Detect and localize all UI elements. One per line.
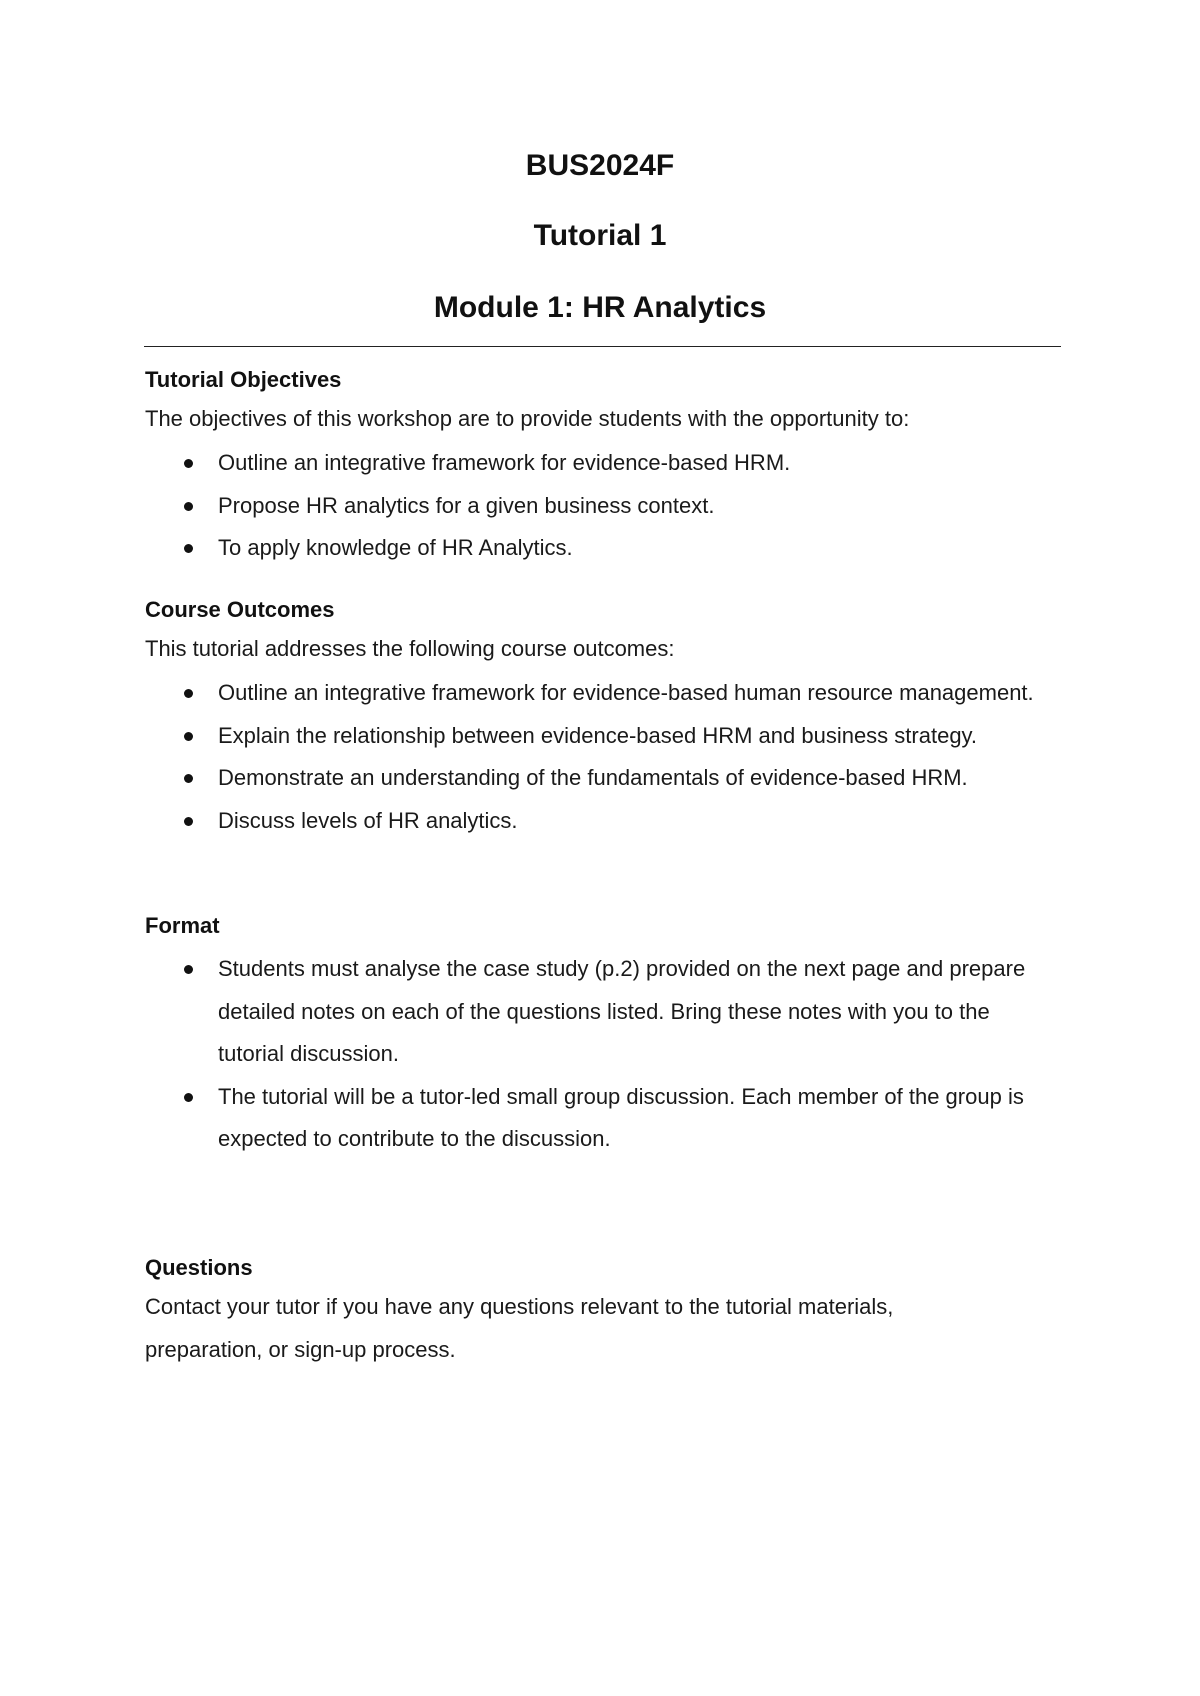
questions-body: Contact your tutor if you have any questions relevant to the tutorial materials, preparation, or sign-up process. xyxy=(145,1294,894,1362)
title-divider xyxy=(144,346,1061,347)
course-code-title: BUS2024F xyxy=(525,149,675,182)
list-item: The tutorial will be a tutor-led small group discussion. Each member of the group is expected to contribute to the discussion. xyxy=(0,1076,1058,1161)
tutorial-title: Tutorial 1 xyxy=(533,219,667,252)
bullet-icon xyxy=(184,689,193,698)
bullet-icon xyxy=(184,774,193,783)
questions-heading: Questions xyxy=(145,1255,253,1280)
objectives-intro: The objectives of this workshop are to provide students with the opportunity to: xyxy=(145,406,910,431)
list-item: Discuss levels of HR analytics. xyxy=(0,800,1058,843)
list-item: Demonstrate an understanding of the fundamentals of evidence-based HRM. xyxy=(0,757,1058,800)
bullet-icon xyxy=(184,459,193,468)
list-item: Propose HR analytics for a given business context. xyxy=(0,485,1058,528)
list-item: Students must analyse the case study (p.2) provided on the next page and prepare detailed notes on each of the questions listed. Bring these notes with you to the tutorial discussion. xyxy=(0,948,1058,1076)
list-item: Outline an integrative framework for evidence-based HRM. xyxy=(0,442,1058,485)
bullet-icon xyxy=(184,544,193,553)
bullet-icon xyxy=(184,1093,193,1102)
outcomes-intro: This tutorial addresses the following course outcomes: xyxy=(145,636,675,661)
module-title: Module 1: HR Analytics xyxy=(433,291,767,324)
bullet-icon xyxy=(184,732,193,741)
bullet-icon xyxy=(184,817,193,826)
format-heading: Format xyxy=(145,913,220,938)
objectives-heading: Tutorial Objectives xyxy=(145,367,342,392)
format-list xyxy=(0,948,1058,1161)
outcomes-heading: Course Outcomes xyxy=(145,597,335,622)
bullet-icon xyxy=(184,965,193,974)
bullet-icon xyxy=(184,502,193,511)
list-item: Outline an integrative framework for evidence-based human resource management. xyxy=(0,672,1058,715)
objectives-list xyxy=(0,442,1058,570)
list-item: Explain the relationship between evidence-based HRM and business strategy. xyxy=(0,715,1058,758)
list-item: To apply knowledge of HR Analytics. xyxy=(0,527,1058,570)
outcomes-list xyxy=(0,672,1058,842)
